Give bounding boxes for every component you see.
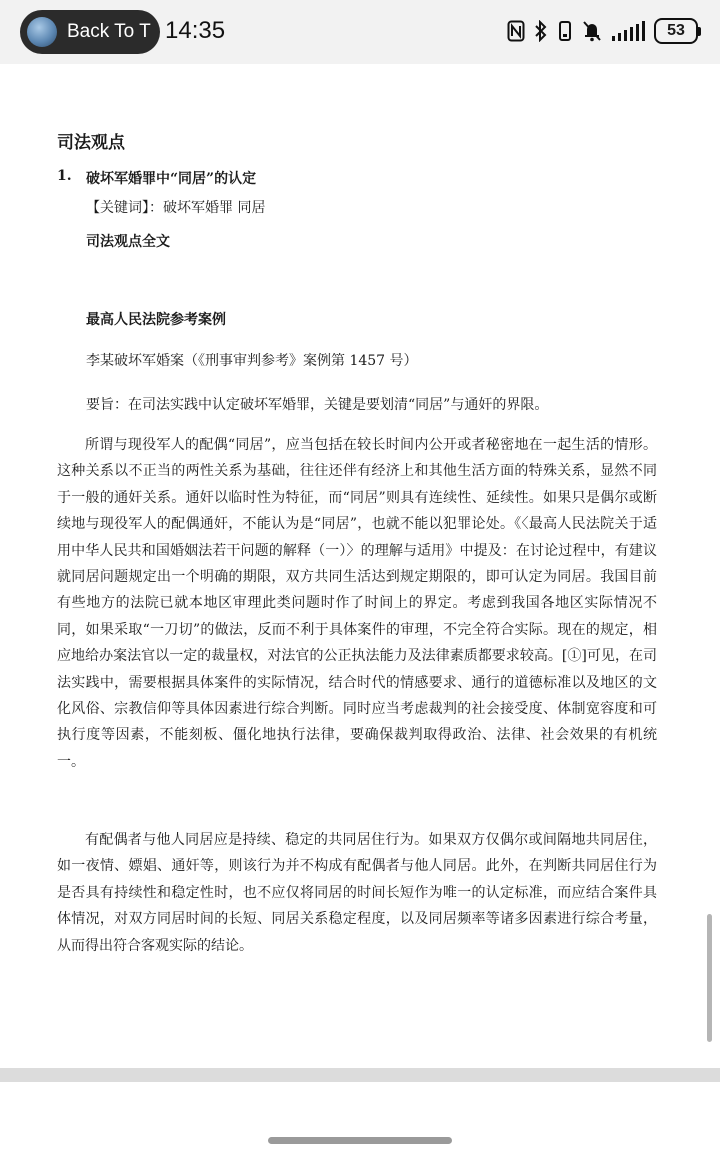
bluetooth-icon [534, 20, 548, 42]
vibrate-icon [557, 20, 573, 42]
battery-icon: 53 [654, 18, 698, 44]
document-page [0, 64, 720, 1068]
status-time: 14:35 [165, 17, 226, 44]
signal-icon [611, 20, 645, 42]
full-text-link[interactable]: 司法观点全文 [86, 234, 170, 250]
case-reference: 李某破坏军婚案（《刑事审判参考》案例第 1457 号） [86, 353, 418, 369]
body-paragraph-2: 有配偶者与他人同居应是持续、稳定的共同居住行为。如果双方仅偶尔或间隔地共同居住，如一夜情、嫖娼、通奸等，则该行为并不构成有配偶者与他人同居。此外，在判断共同居住行为是否具有持续性和稳定性时，也不应仅将同居的时间长短作为唯一的认定标准，而应结合案件具体情况，对双方同居时间的长短、同居关系稳定程度，以及同居频率等诸多因素进行综合考量，从而得出符合客观实际的结论。 [57, 832, 657, 954]
section-title: 司法观点 [57, 133, 125, 153]
back-to-app-label: Back To T [67, 21, 151, 42]
page-divider [0, 1068, 720, 1082]
navigation-area [0, 1082, 720, 1156]
app-thumbnail-icon [27, 17, 57, 47]
home-gesture-bar[interactable] [268, 1137, 452, 1144]
item-heading [57, 168, 256, 188]
nfc-icon [507, 20, 525, 42]
status-bar [0, 0, 720, 64]
court-title: 最高人民法院参考案例 [86, 312, 226, 328]
keywords-line: 【关键词】：破坏军婚罪 同居 [86, 200, 266, 216]
item-title: 破坏军婚罪中“同居”的认定 [86, 171, 257, 187]
gist-line: 要旨：在司法实践中认定破坏军婚罪，关键是要划清“同居”与通奸的界限。 [86, 397, 549, 413]
back-to-app-button[interactable] [20, 10, 160, 54]
body-paragraph-1: 所谓与现役军人的配偶“同居”，应当包括在较长时间内公开或者秘密地在一起生活的情形。这种关系以不正当的两性关系为基础，往往还伴有经济上和其他生活方面的特殊关系，显然不同于一般的通奸关系。通奸以临时性为特征，而“同居”则具有连续性、延续性。如果只是偶尔或断续地与现役军人的配偶通奸，不能认为是“同居”，也就不能以犯罪论处。《〈最高人民法院关于适用中华人民共和国婚姻法若干问题的解释（一）〉的理解与适用》中提及：在讨论过程中，有建议就同居问题规定出一个明确的期限，双方共同生活达到规定期限的，即可认定为同居。我国目前有些地方的法院已就本地区审理此类问题时作了时间上的界定。考虑到我国各地区实际情况不同，如果采取“一刀切”的做法，反而不利于具体案件的审理，不完全符合实际。现在的规定，相应地给办案法官以一定的裁量权，对法官的公正执法能力及法律素质都要求较高。[①]可见，在司法实践中，需要根据具体案件的实际情况，结合时代的情感要求、通行的道德标准以及地区的文化风俗、宗教信仰等具体因素进行综合判断。同时应当考虑裁判的社会接受度、体制宽容度和可执行度等因素，不能刻板、僵化地执行法律，要确保裁判取得政治、法律、社会效果的有机统一。 [57, 437, 657, 770]
mute-bell-icon [582, 20, 602, 42]
item-number: 1. [57, 168, 72, 184]
scrollbar[interactable] [707, 914, 712, 1042]
status-icons [507, 18, 698, 44]
